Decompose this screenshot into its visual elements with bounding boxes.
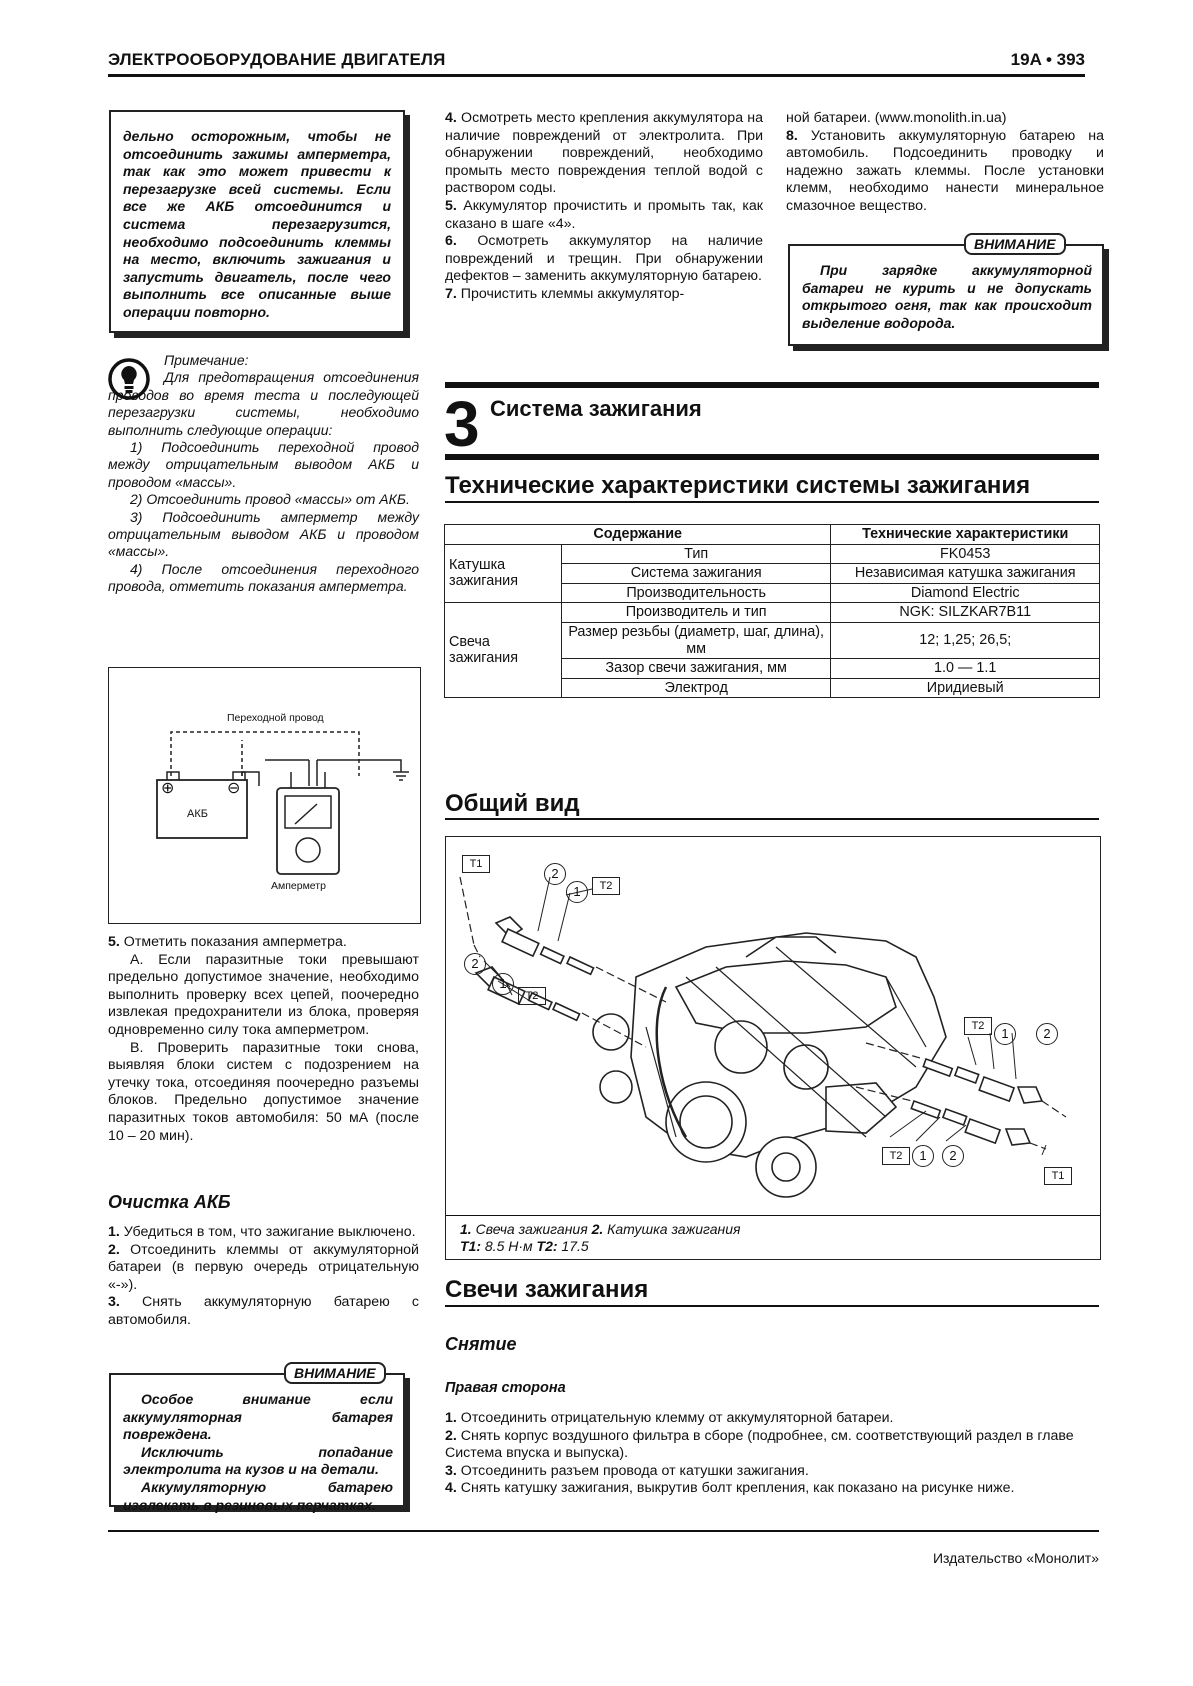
callout-2: 2 xyxy=(544,863,566,885)
callout-2: 2 xyxy=(464,953,486,975)
section-title: Система зажигания xyxy=(490,396,702,421)
value-cell: Diamond Electric xyxy=(831,583,1100,603)
step-text: Снять катушку зажигания, выкрутив болт крепления, как показано на рисунке ниже. xyxy=(460,1480,1015,1497)
battery-cleaning-title: Очистка АКБ xyxy=(108,1192,231,1212)
value-cell: 1.0 — 1.1 xyxy=(831,659,1100,679)
step-text: Аккумулятор прочистить и промыть так, как сказано в шаге «4». xyxy=(445,197,763,232)
warning-box-text xyxy=(111,1375,403,1514)
figure-caption-rule xyxy=(446,1215,1100,1216)
right-side-subtitle: Правая сторона xyxy=(445,1380,566,1396)
step-text: Снять аккумуляторную батарею с автомобиля. xyxy=(108,1294,420,1328)
caption-text: 17.5 xyxy=(557,1238,589,1254)
mid-column-steps xyxy=(445,110,763,304)
ammeter-diagram-drawing xyxy=(109,668,420,923)
callout-t1: T1 xyxy=(462,855,490,873)
param-cell: Производительность xyxy=(561,583,831,603)
continued-text: ной батареи. (www.monolith.in.ua) xyxy=(786,110,1007,126)
section-rule-top xyxy=(445,382,1099,388)
caution-box-continued xyxy=(109,110,405,333)
battery-cleaning-steps xyxy=(108,1224,419,1330)
caption-text: Свеча зажигания xyxy=(471,1221,592,1237)
callout-1: 1 xyxy=(492,973,514,995)
running-header-section: ЭЛЕКТРООБОРУДОВАНИЕ ДВИГАТЕЛЯ xyxy=(108,50,446,69)
note-item: 2) Отсоединить провод «массы» от АКБ. xyxy=(130,491,410,508)
ammeter-label: Амперметр xyxy=(271,880,326,892)
caption-line-2 xyxy=(460,1238,1080,1255)
value-cell: Иридиевый xyxy=(831,678,1100,698)
note-text: Для предотвращения отсоединения проводов во время теста и последующей перезагрузки системы, необходимо выполнить следующие операции: xyxy=(108,369,419,438)
ammeter-diagram xyxy=(108,667,421,924)
specs-rule-top xyxy=(445,454,1099,460)
jumper-wire-label: Переходной провод xyxy=(227,712,324,724)
value-cell: Независимая катушка зажигания xyxy=(831,564,1100,584)
step-text: Отметить показания амперметра. xyxy=(123,934,347,950)
list-item xyxy=(445,198,763,233)
note-item: 3) Подсоединить амперметр между отрицательным выводом АКБ и проводом «массы». xyxy=(108,508,419,560)
step-text: Осмотреть аккумулятор на наличие повреждений и трещин. При обнаружении дефектов – заменить аккумуляторную батарею. xyxy=(445,233,763,285)
step-text: Снять корпус воздушного фильтра в сборе (подробнее, см. соответствующий раздел в главе Система впуска и выпуска). xyxy=(445,1427,1074,1462)
table-row xyxy=(445,603,1100,623)
list-item xyxy=(445,1480,1103,1498)
warning-box-right xyxy=(788,244,1104,346)
step-number: 3. xyxy=(108,1294,120,1311)
section-number: 3 xyxy=(444,388,480,460)
header-rule xyxy=(108,74,1085,77)
step-text: Осмотреть место крепления аккумулятора на наличие повреждений от электролита. При обнаружении повреждений, необходимо промыть место повреждения теплой водой с раствором соды. xyxy=(445,110,763,197)
group-cell-coil: Катушка зажигания xyxy=(445,544,562,603)
caption-line-1 xyxy=(460,1221,1080,1238)
callout-t2: T2 xyxy=(882,1147,910,1165)
step-text: Прочистить клеммы аккумулятор- xyxy=(460,285,685,302)
param-cell: Производитель и тип xyxy=(561,603,831,623)
warning-line: Исключить попадание электролита на кузов и на детали. xyxy=(123,1443,393,1478)
list-item xyxy=(108,1224,419,1242)
removal-steps xyxy=(445,1410,1103,1498)
list-item xyxy=(445,1428,1103,1463)
list-item xyxy=(445,1463,1103,1481)
warning-box-left xyxy=(109,1373,405,1513)
step-number: 4. xyxy=(445,110,457,126)
callout-t2: T2 xyxy=(518,987,546,1005)
note-item: 4) После отсоединения переходного провода, отметить показания амперметра. xyxy=(108,560,419,595)
list-item xyxy=(445,1410,1103,1428)
caption-torque-label: T2: xyxy=(536,1238,558,1254)
callout-1: 1 xyxy=(912,1145,934,1167)
spark-plugs-rule xyxy=(445,1305,1099,1307)
list-item xyxy=(108,1242,419,1295)
step-5a: А. Если паразитные токи превышают предельно допустимое значение, необходимо выполнить проверку всех цепей, поочередно извлекая предохранители из блока, проверяя одновременно силу тока амперметром. xyxy=(108,951,419,1038)
step-text: Убедиться в том, что зажигание выключено. xyxy=(123,1224,416,1240)
param-cell: Система зажигания xyxy=(561,564,831,584)
callout-2: 2 xyxy=(942,1145,964,1167)
callout-1: 1 xyxy=(566,881,588,903)
step-text: Отсоединить разъем провода от катушки зажигания. xyxy=(460,1462,809,1479)
step-text: Установить аккумуляторную батарею на автомобиль. Подсоединить проводку и надежно зажать клеммы. После установки клемм, необходимо нанести минеральное смазочное вещество. xyxy=(786,127,1104,214)
value-cell: 12; 1,25; 26,5; xyxy=(831,622,1100,658)
list-item xyxy=(445,110,763,198)
list-item xyxy=(786,128,1104,216)
engine-figure xyxy=(445,836,1101,1260)
callout-t2: T2 xyxy=(592,877,620,895)
battery-minus-symbol: ⊖ xyxy=(227,780,241,797)
spark-plugs-title: Свечи зажигания xyxy=(445,1276,649,1303)
value-cell: FK0453 xyxy=(831,544,1100,564)
step-5b: В. Проверить паразитные токи снова, выявляя блоки систем с подозрением на утечку тока, отсоединяя поочередно разъемы блоков. Предельно допустимое значение паразитных токов автомобиля: 50 мА (после 10 – 20 мин). xyxy=(108,1039,419,1144)
warning-line: Аккумуляторную батарею извлекать в резиновых перчатках. xyxy=(123,1478,393,1513)
warning-tag-right: ВНИМАНИЕ xyxy=(964,233,1066,255)
note-label: Примечание: xyxy=(164,352,249,368)
step-number: 1. xyxy=(108,1224,120,1240)
param-cell: Зазор свечи зажигания, мм xyxy=(561,659,831,679)
callout-t2: T2 xyxy=(964,1017,992,1035)
engine-illustration xyxy=(446,837,1100,1207)
step-number: 8. xyxy=(786,127,798,144)
column-header-content: Содержание xyxy=(445,525,831,545)
footer-rule xyxy=(108,1530,1099,1532)
step-number: 1. xyxy=(445,1410,457,1426)
right-column-steps xyxy=(786,110,1104,216)
param-cell: Размер резьбы (диаметр, шаг, длина), мм xyxy=(561,622,831,658)
group-cell-plug: Свеча зажигания xyxy=(445,603,562,698)
list-item xyxy=(445,233,763,286)
table-row xyxy=(445,544,1100,564)
warning-tag-left: ВНИМАНИЕ xyxy=(284,1362,386,1384)
caution-box-text: дельно осторожным, чтобы не отсоединить зажимы амперметра, так как это может привести к перезагрузке всей системы. Если все же АКБ отсоединится и система перезагрузится, необходимо подсоединить клеммы на место, включить зажигания и запустить двигатель, после чего выполнить все описанные выше операции повторно. xyxy=(123,128,391,320)
step-number: 5. xyxy=(108,934,120,950)
step-text: Отсоединить отрицательную клемму от аккумуляторной батареи. xyxy=(460,1410,894,1426)
step-number: 5. xyxy=(445,197,457,214)
step-number: 2. xyxy=(445,1427,457,1444)
specs-rule-bottom xyxy=(445,501,1099,503)
step-number: 6. xyxy=(445,233,457,250)
param-cell: Электрод xyxy=(561,678,831,698)
step-number: 2. xyxy=(108,1241,120,1258)
callout-t1: T1 xyxy=(1044,1167,1072,1185)
caption-num: 1. xyxy=(460,1221,472,1237)
removal-subtitle: Снятие xyxy=(445,1334,517,1354)
note-block xyxy=(108,352,419,596)
general-view-title: Общий вид xyxy=(445,790,580,817)
table-header-row xyxy=(445,525,1100,545)
step-text: Отсоединить клеммы от аккумуляторной батареи (в первую очередь отрицательную «-»). xyxy=(108,1241,419,1293)
page-number: 19A • 393 xyxy=(1010,50,1085,69)
step-5-block xyxy=(108,934,419,1145)
battery-label: АКБ xyxy=(187,808,208,820)
column-header-spec: Технические характеристики xyxy=(831,525,1100,545)
footer-publisher: Издательство «Монолит» xyxy=(932,1550,1099,1566)
step-number: 4. xyxy=(445,1480,457,1497)
caption-torque-label: T1: xyxy=(460,1238,481,1254)
warning-line: Особое внимание если аккумуляторная батарея повреждена. xyxy=(123,1391,393,1443)
step-number: 7. xyxy=(445,285,457,302)
general-view-rule xyxy=(445,818,1099,820)
callout-2: 2 xyxy=(1036,1023,1058,1045)
step-number: 3. xyxy=(445,1462,457,1479)
battery-plus-symbol: ⊕ xyxy=(161,780,175,797)
value-cell: NGK: SILZKAR7B11 xyxy=(831,603,1100,623)
ignition-specs-table xyxy=(444,524,1100,698)
callout-1: 1 xyxy=(994,1023,1016,1045)
note-item: 1) Подсоединить переходной провод между отрицательным выводом АКБ и проводом «массы». xyxy=(108,439,419,490)
warning-box-text: При зарядке аккумуляторной батареи не курить и не допускать открытого огня, так как происходит выделение водорода. xyxy=(802,262,1092,331)
specs-title: Технические характеристики системы зажигания xyxy=(445,472,1031,499)
caption-text: Катушка зажигания xyxy=(603,1221,741,1237)
figure-caption xyxy=(460,1221,1080,1255)
list-item xyxy=(108,1294,419,1329)
caption-num: 2. xyxy=(591,1221,604,1237)
param-cell: Тип xyxy=(561,544,831,564)
list-item xyxy=(445,286,763,304)
caption-text: 8.5 Н·м xyxy=(481,1238,537,1254)
